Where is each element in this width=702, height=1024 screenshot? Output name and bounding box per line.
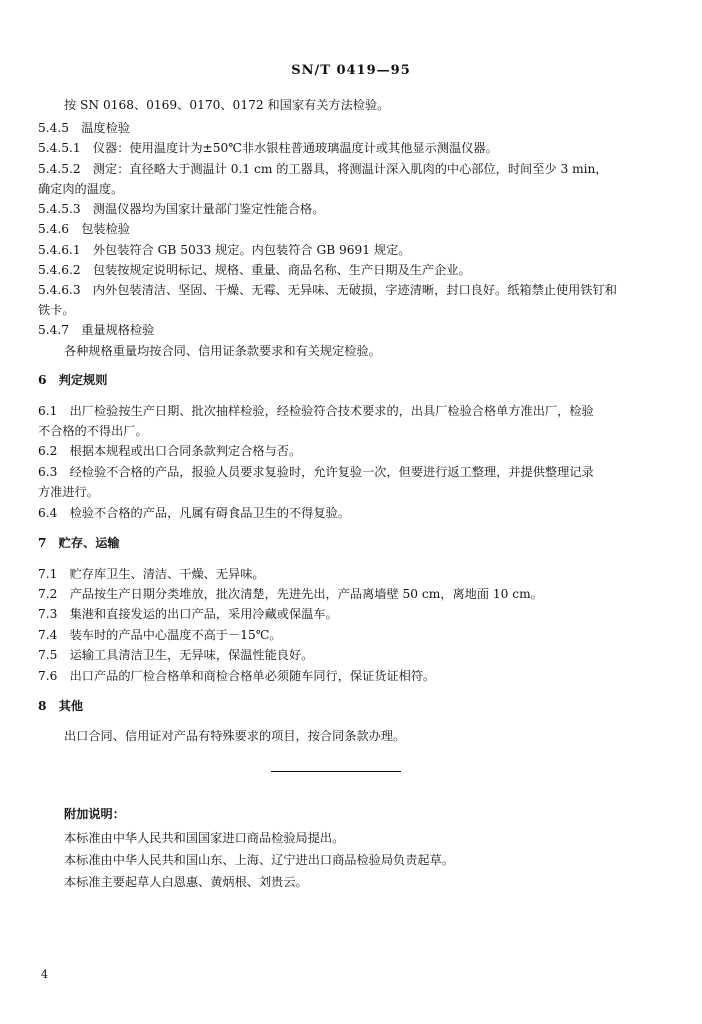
text-line: 5.4.5.1 仪器：使用温度计为±50℃非水银柱普通玻璃温度计或其他显示测温仪器。 — [38, 141, 498, 155]
text-line: 7.4 装车时的产品中心温度不高于－15℃。 — [38, 628, 282, 642]
text-line: 本标准由中华人民共和国山东、上海、辽宁进出口商品检验局负责起草。 — [64, 853, 454, 867]
text-line: 本标准由中华人民共和国国家进口商品检验局提出。 — [64, 831, 345, 845]
clause-heading: 5.4.7 重量规格检验 — [38, 323, 155, 337]
clause-heading: 5.4.5 温度检验 — [38, 121, 130, 135]
clause-heading: 5.4.6 包装检验 — [38, 222, 130, 236]
section-heading: 8 其他 — [38, 699, 84, 713]
text-line: 6.1 出厂检验按生产日期、批次抽样检验，经检验符合技术要求的，出具厂检验合格单方准出厂，检验 — [38, 404, 594, 418]
text-line: 6.4 检验不合格的产品，凡属有碍食品卫生的不得复验。 — [38, 506, 350, 520]
text-line: 出口合同、信用证对产品有特殊要求的项目，按合同条款办理。 — [64, 729, 406, 743]
text-line: 7.1 贮存库卫生、清洁、干燥、无异味。 — [38, 567, 265, 581]
text-line: 5.4.5.2 测定：直径略大于测温计 0.1 cm 的工器具，将测温计深入肌肉的中心部位，时间至少 3 min， — [38, 162, 608, 176]
text-line: 7.5 运输工具清洁卫生，无异味，保温性能良好。 — [38, 648, 314, 662]
page-number: 4 — [41, 968, 48, 981]
text-line: 7.3 集港和直接发运的出口产品，采用冷藏或保温车。 — [38, 607, 338, 621]
text-line: 5.4.6.3 内外包装清洁、坚固、干燥、无霉、无异味、无破损，字迹清晰，封口良好。纸箱禁止使用铁钉和 — [38, 283, 617, 297]
text-line: 7.6 出口产品的厂检合格单和商检合格单必须随车同行，保证货证相符。 — [38, 669, 436, 683]
text-line: 不合格的不得出厂。 — [38, 424, 148, 438]
section-heading: 6 判定规则 — [38, 373, 108, 387]
text-line: 本标准主要起草人白恩惠、黄炳根、刘贵云。 — [64, 875, 308, 889]
appendix-heading: 附加说明： — [64, 807, 125, 821]
text-line: 5.4.6.2 包装按规定说明标记、规格、重量、商品名称、生产日期及生产企业。 — [38, 263, 471, 277]
text-line: 7.2 产品按生产日期分类堆放，批次清楚，先进先出，产品离墙壁 50 cm，离地面 10 cm。 — [38, 587, 543, 601]
text-line: 各种规格重量均按合同、信用证条款要求和有关规定检验。 — [64, 344, 381, 358]
section-heading: 7 贮存、运输 — [38, 536, 120, 550]
text-line: 铁卡。 — [38, 303, 75, 317]
text-line: 5.4.5.3 测温仪器均为国家计量部门鉴定性能合格。 — [38, 202, 325, 216]
divider-rule — [271, 771, 401, 772]
document-header: SN/T 0419—95 — [291, 63, 411, 78]
text-line: 6.3 经检验不合格的产品，报验人员要求复验时，允许复验一次，但要进行返工整理，并提供整理记录 — [38, 465, 594, 479]
text-line: 6.2 根据本规程或出口合同条款判定合格与否。 — [38, 444, 302, 458]
text-line: 5.4.6.1 外包装符合 GB 5033 规定。内包装符合 GB 9691 规定。 — [38, 243, 411, 257]
text-line: 确定肉的温度。 — [38, 182, 124, 196]
text-line: 方准进行。 — [38, 485, 99, 499]
text-line: 按 SN 0168、0169、0170、0172 和国家有关方法检验。 — [64, 98, 390, 112]
